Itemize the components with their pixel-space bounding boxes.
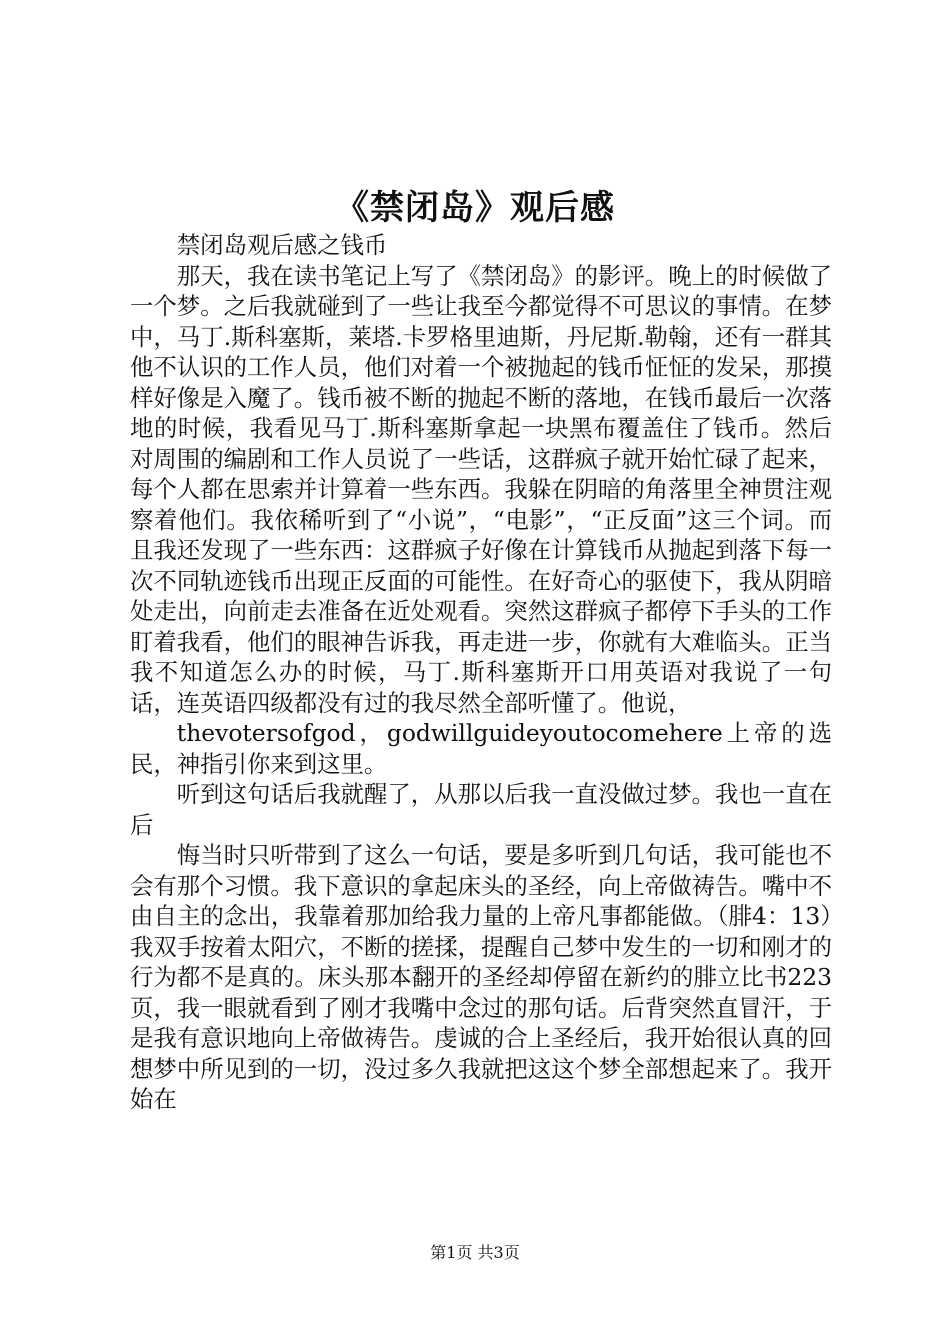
paragraph: thevotersofgod，godwillguideyoutocomehere上帝的选民，神指引你来到这里。 (130, 719, 832, 778)
document-body (130, 230, 832, 1115)
paragraph: 悔当时只听带到了这么一句话，要是多听到几句话，我可能也不会有那个习惯。我下意识的拿起床头的圣经，向上帝做祷告。嘴中不由自主的念出，我靠着那加给我力量的上帝凡事都能做。（腓4：13）我双手按着太阳穴，不断的搓揉，提醒自己梦中发生的一切和刚才的行为都不是真的。床头那本翻开的圣经却停留在新约的腓立比书223页，我一眼就看到了刚才我嘴中念过的那句话。后背突然直冒汗，于是我有意识地向上帝做祷告。虔诚的合上圣经后，我开始很认真的回想梦中所见到的一切，没过多久我就把这这个梦全部想起来了。我开始在 (130, 841, 832, 1113)
paragraph: 听到这句话后我就醒了，从那以后我一直没做过梦。我也一直在后 (130, 780, 832, 839)
document-title: 《禁闭岛》观后感 (335, 188, 615, 228)
page-footer: 第1页 共3页 (430, 1243, 520, 1262)
paragraph-subtitle: 禁闭岛观后感之钱币 (176, 231, 388, 259)
paragraph: 那天，我在读书笔记上写了《禁闭岛》的影评。晚上的时候做了一个梦。之后我就碰到了一些让我至今都觉得不可思议的事情。在梦中，马丁.斯科塞斯，莱塔.卡罗格里迪斯，丹尼斯.勒翰，还有一群其他不认识的工作人员，他们对着一个被抛起的钱币怔怔的发呆，那摸样好像是入魔了。钱币被不断的抛起不断的落地，在钱币最后一次落地的时候，我看见马丁.斯科塞斯拿起一块黑布覆盖住了钱币。然后对周围的编剧和工作人员说了一些话，这群疯子就开始忙碌了起来，每个人都在思索并计算着一些东西。我躲在阴暗的角落里全神贯注观察着他们。我依稀听到了“小说”，“电影”，“正反面”这三个词。而且我还发现了一些东西：这群疯子好像在计算钱币从抛起到落下每一次不同轨迹钱币出现正反面的可能性。在好奇心的驱使下，我从阴暗处走出，向前走去准备在近处观看。突然这群疯子都停下手头的工作盯着我看，他们的眼神告诉我，再走进一步，你就有大难临头。正当我不知道怎么办的时候，马丁.斯科塞斯开口用英语对我说了一句话，连英语四级都没有过的我尽然全部听懂了。他说， (130, 261, 832, 717)
